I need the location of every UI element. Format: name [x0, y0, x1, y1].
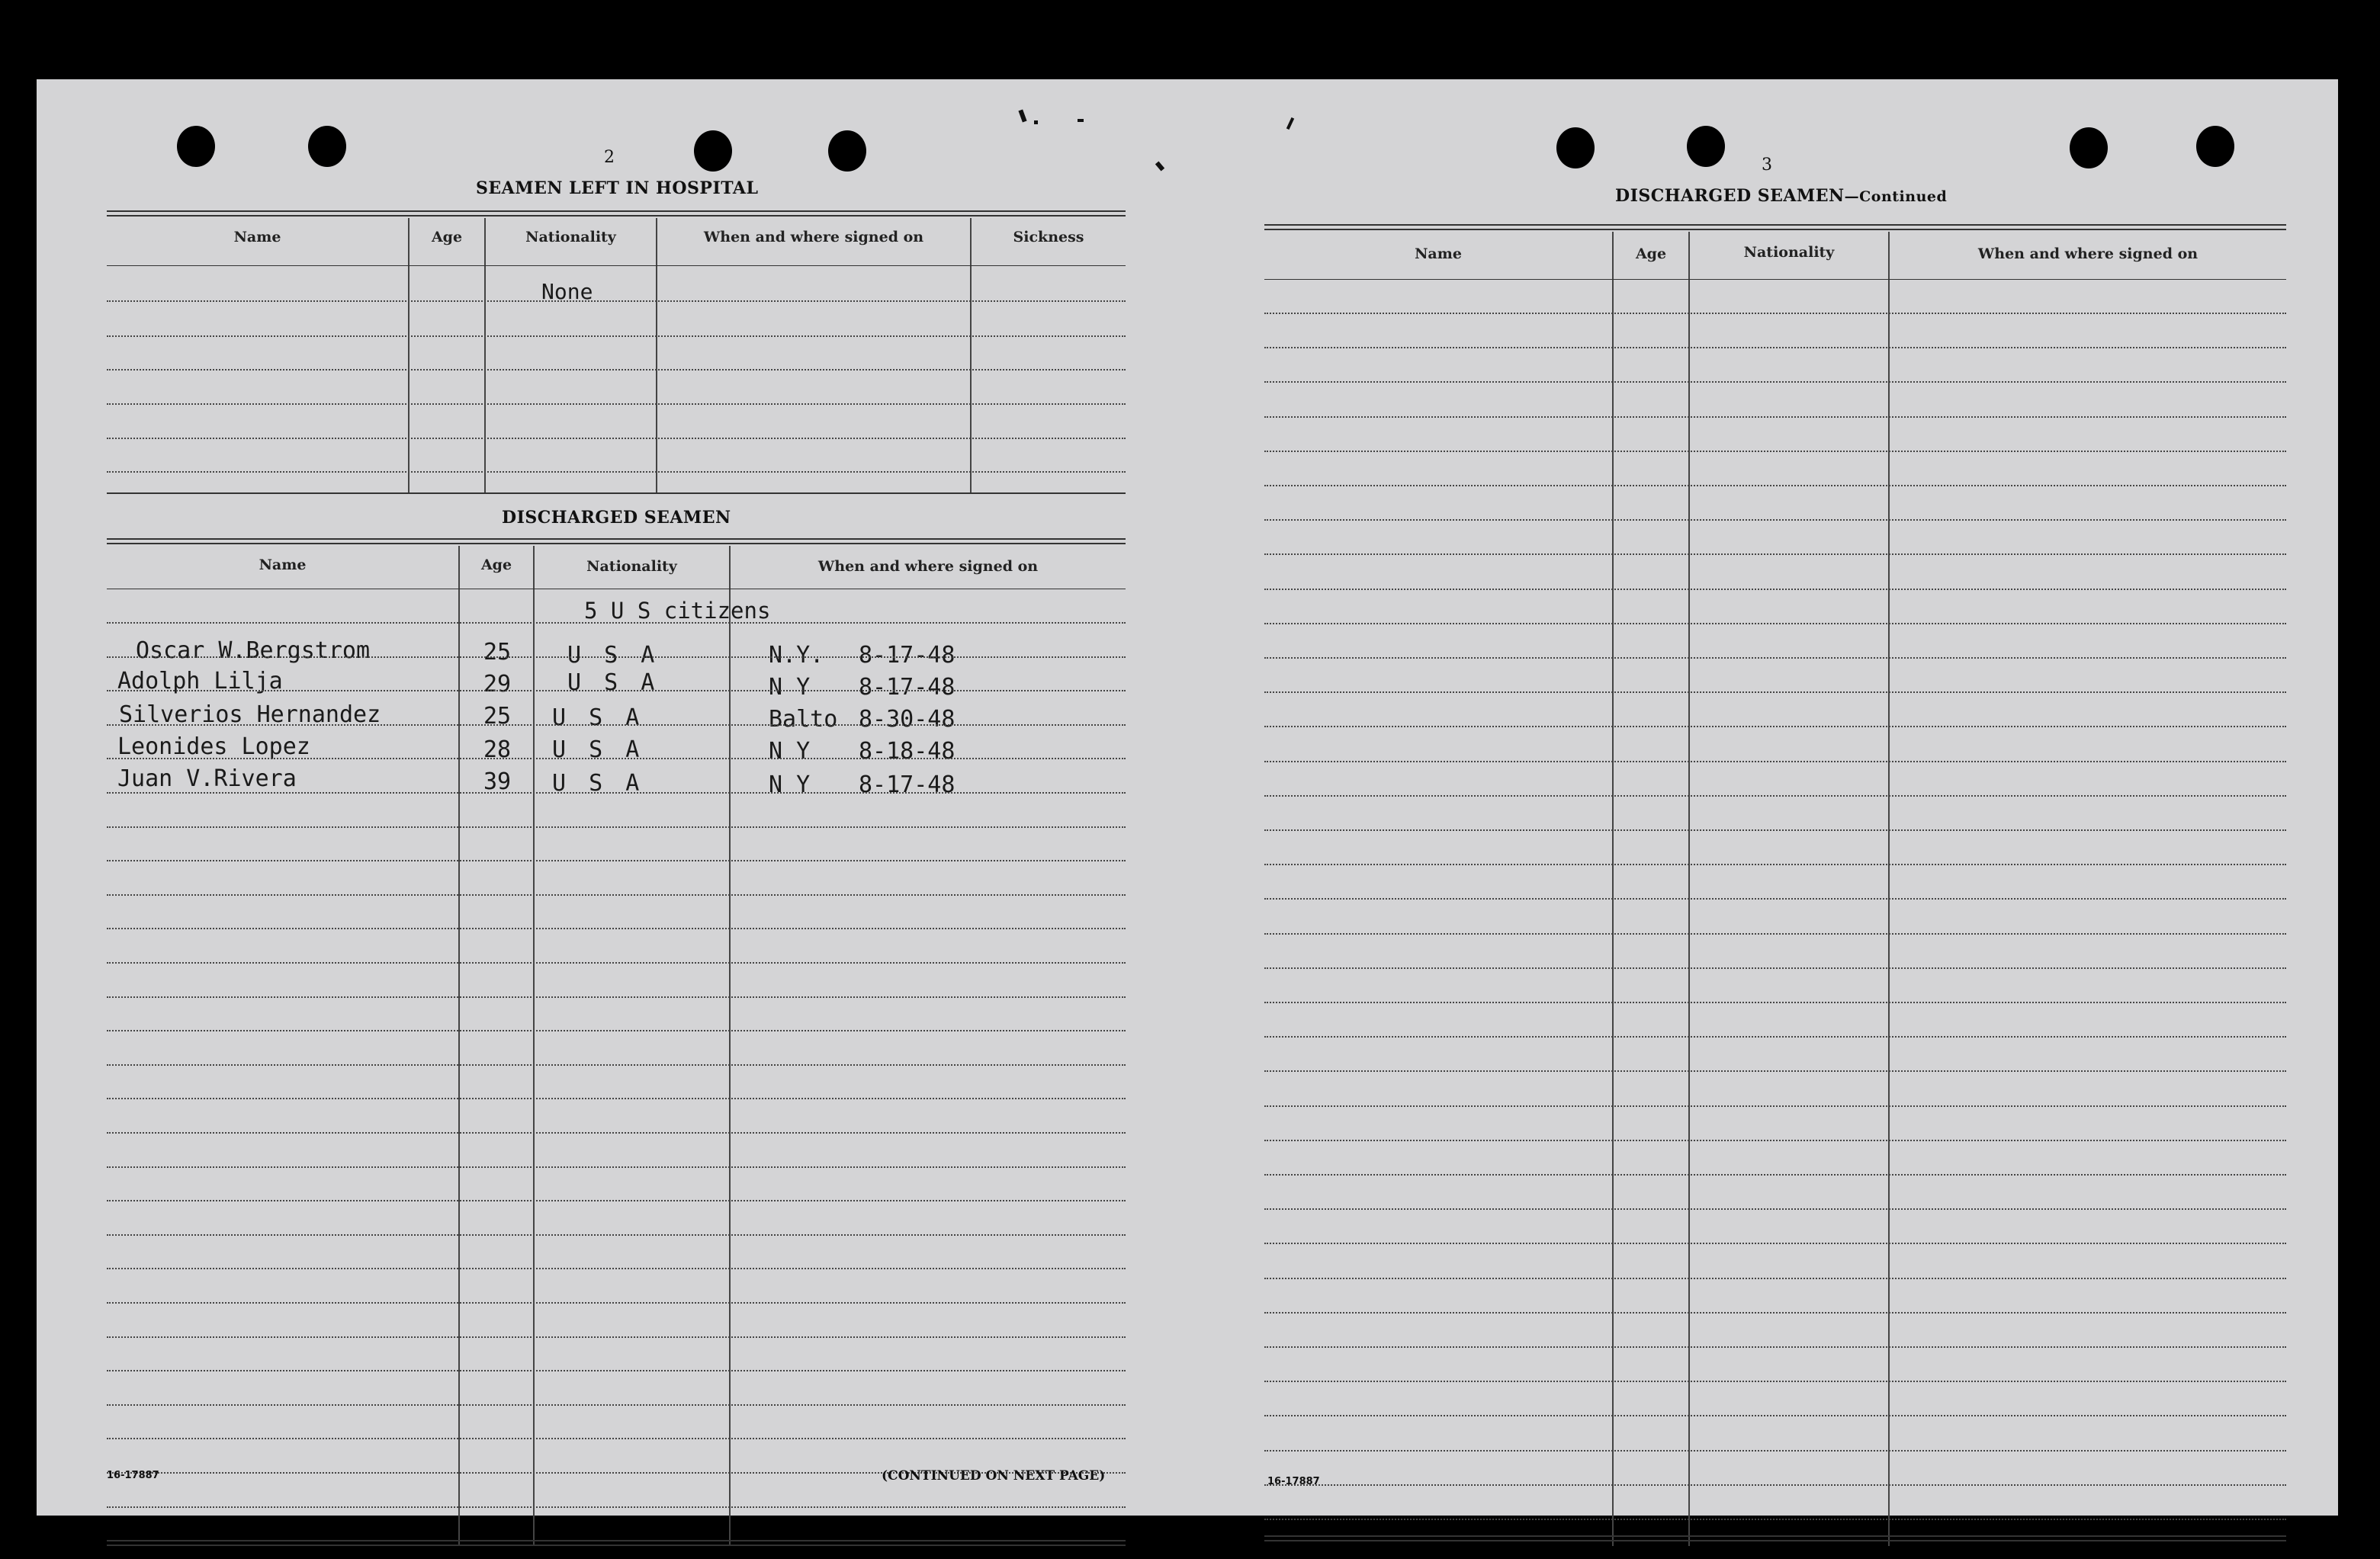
punch-hole-icon	[2070, 127, 2108, 168]
signed-date: 8-18-48	[859, 738, 956, 765]
table-row-line	[1264, 898, 2286, 900]
table-row-line	[107, 656, 1126, 658]
table-row-line	[107, 860, 1126, 861]
table-row-line	[1264, 1243, 2286, 1244]
table-row-line	[107, 1438, 1126, 1439]
column-divider	[408, 218, 410, 492]
page-number-right: 3	[1762, 156, 1772, 175]
signed-place: N Y	[769, 738, 811, 765]
hospital-col-nationality: Nationality	[525, 229, 616, 245]
table-row-line	[1264, 1002, 2286, 1003]
discharged-section-title: DISCHARGED SEAMEN	[502, 508, 731, 528]
discharged-col-signed-on: When and where signed on	[817, 558, 1039, 575]
ink-mark-icon	[1034, 120, 1038, 124]
seaman-age: 25	[483, 639, 512, 666]
signed-date: 8-17-48	[859, 674, 956, 701]
table-rule	[107, 1545, 1126, 1546]
page-number-left: 2	[604, 148, 615, 167]
signed-date: 8-17-48	[859, 771, 956, 798]
seaman-nationality: U S A	[552, 770, 644, 797]
table-row-line	[107, 622, 1126, 624]
table-row-line	[1264, 1278, 2286, 1279]
signed-date: 8-30-48	[859, 706, 956, 733]
title-main: DISCHARGED SEAMEN	[1615, 186, 1845, 206]
column-divider	[970, 218, 972, 492]
table-rule	[107, 543, 1126, 544]
table-row-line	[107, 369, 1126, 371]
right-col-name: Name	[1415, 245, 1462, 262]
table-rule	[107, 265, 1126, 266]
seaman-name: Leonides Lopez	[117, 733, 310, 760]
table-row-line	[107, 1302, 1126, 1304]
ink-mark-icon	[1286, 117, 1294, 130]
table-rule	[1264, 1540, 2286, 1541]
table-row-line	[1264, 1036, 2286, 1038]
table-row-line	[107, 1098, 1126, 1099]
continued-footer: (CONTINUED ON NEXT PAGE)	[882, 1468, 1106, 1484]
table-row-line	[1264, 347, 2286, 348]
seaman-nationality: U S A	[567, 669, 660, 696]
seaman-nationality: U S A	[552, 736, 644, 763]
signed-place: N Y	[769, 771, 811, 798]
punch-hole-icon	[1556, 127, 1595, 168]
table-row-line	[107, 1404, 1126, 1406]
table-row-line	[1264, 1346, 2286, 1348]
seaman-name: Juan V.Rivera	[117, 765, 297, 792]
seaman-nationality: U S A	[567, 642, 660, 669]
table-row-line	[1264, 1450, 2286, 1452]
table-row-line	[107, 724, 1126, 726]
table-row-line	[1264, 795, 2286, 797]
table-row-line	[1264, 623, 2286, 624]
punch-hole-icon	[2196, 126, 2234, 167]
table-rule	[1264, 1535, 2286, 1537]
table-row-line	[107, 758, 1126, 759]
table-row-line	[107, 438, 1126, 439]
table-row-line	[1264, 1070, 2286, 1072]
table-rule	[107, 215, 1126, 217]
ink-mark-icon	[1078, 119, 1084, 122]
table-row-line	[107, 928, 1126, 929]
table-row-line	[1264, 657, 2286, 659]
hospital-col-name: Name	[233, 229, 281, 245]
table-row-line	[107, 1370, 1126, 1371]
table-row-line	[1264, 967, 2286, 969]
table-row-line	[1264, 1381, 2286, 1382]
table-row-line	[107, 1166, 1126, 1168]
table-row-line	[107, 471, 1126, 473]
hospital-col-age: Age	[431, 229, 463, 245]
column-divider	[729, 546, 731, 1546]
seaman-age: 29	[483, 671, 512, 698]
right-col-signed-on: When and where signed on	[1977, 245, 2199, 262]
seaman-age: 39	[483, 768, 512, 795]
table-row-line	[107, 690, 1126, 691]
punch-hole-icon	[1687, 126, 1725, 167]
discharged-continued-title	[1615, 186, 1947, 206]
table-row-line	[107, 403, 1126, 405]
table-row-line	[107, 335, 1126, 337]
punch-hole-icon	[308, 126, 346, 167]
table-row-line	[1264, 1105, 2286, 1107]
column-divider	[656, 218, 657, 492]
table-row-line	[107, 1064, 1126, 1066]
column-divider	[533, 546, 535, 1546]
punch-hole-icon	[828, 130, 866, 172]
seaman-age: 25	[483, 703, 512, 730]
table-row-line	[1264, 726, 2286, 727]
seaman-name: Adolph Lilja	[117, 668, 283, 694]
table-row-line	[107, 1506, 1126, 1508]
table-row-line	[1264, 451, 2286, 452]
signed-place: N Y	[769, 674, 811, 701]
table-row-line	[107, 1030, 1126, 1031]
hospital-col-signed-on: When and where signed on	[703, 229, 924, 245]
table-row-line	[1264, 416, 2286, 418]
signed-place: Balto	[769, 706, 838, 733]
table-rule	[107, 210, 1126, 212]
table-row-line	[1264, 1174, 2286, 1176]
table-row-line	[1264, 381, 2286, 383]
ink-mark-icon	[1018, 109, 1026, 122]
table-row-line	[107, 894, 1126, 896]
right-col-age: Age	[1635, 245, 1667, 262]
column-divider	[458, 546, 460, 1546]
table-rule	[1264, 279, 2286, 280]
table-row-line	[107, 1234, 1126, 1236]
ink-mark-icon	[1155, 161, 1164, 171]
table-row-line	[107, 1336, 1126, 1338]
column-divider	[1888, 232, 1890, 1546]
table-row-line	[1264, 864, 2286, 865]
hospital-entry: None	[541, 279, 593, 304]
ledger-sheet	[37, 79, 2338, 1516]
column-divider	[1612, 232, 1614, 1546]
table-row-line	[1264, 829, 2286, 831]
signed-date: 8-17-48	[859, 642, 956, 669]
hospital-section-title: SEAMEN LEFT IN HOSPITAL	[476, 178, 759, 198]
discharged-col-nationality: Nationality	[586, 558, 677, 575]
hospital-col-sickness: Sickness	[1013, 229, 1084, 245]
table-row-line	[107, 996, 1126, 998]
table-row-line	[1264, 313, 2286, 314]
table-rule	[1264, 224, 2286, 226]
signed-place: N.Y.	[769, 642, 824, 669]
table-row-line	[107, 1200, 1126, 1201]
table-row-line	[107, 1132, 1126, 1134]
table-row-line	[1264, 485, 2286, 486]
seaman-name: Oscar W.Bergstrom	[136, 637, 371, 664]
title-suffix: —Continued	[1844, 188, 1948, 205]
table-row-line	[107, 962, 1126, 964]
table-row-line	[1264, 1140, 2286, 1141]
seaman-age: 28	[483, 736, 512, 763]
column-divider	[484, 218, 486, 492]
table-row-line	[1264, 1208, 2286, 1210]
table-row-line	[1264, 691, 2286, 693]
table-row-line	[1264, 1312, 2286, 1314]
table-row-line	[1264, 1484, 2286, 1486]
table-row-line	[1264, 553, 2286, 555]
column-divider	[1688, 232, 1690, 1546]
table-row-line	[1264, 933, 2286, 935]
table-row-line	[107, 826, 1126, 828]
punch-hole-icon	[177, 126, 215, 167]
form-number-right: 16-17887	[1267, 1476, 1320, 1487]
discharged-col-name: Name	[259, 557, 307, 573]
right-col-nationality: Nationality	[1743, 244, 1835, 261]
form-number-left: 16-17887	[107, 1470, 159, 1481]
table-rule	[107, 1540, 1126, 1541]
discharged-col-age: Age	[480, 557, 512, 573]
table-row-line	[1264, 1415, 2286, 1416]
table-rule	[1264, 229, 2286, 230]
seaman-name: Silverios Hernandez	[119, 701, 381, 728]
table-row-line	[1264, 761, 2286, 762]
table-row-line	[107, 300, 1126, 302]
table-row-line	[1264, 519, 2286, 521]
table-row-line	[1264, 589, 2286, 590]
table-row-line	[107, 1268, 1126, 1269]
seaman-nationality: U S A	[552, 704, 644, 731]
table-rule	[107, 492, 1126, 494]
table-row-line	[1264, 1519, 2286, 1520]
table-row-line	[107, 792, 1126, 794]
table-rule	[107, 538, 1126, 540]
citizens-note: 5 U S citizens	[584, 598, 771, 624]
punch-hole-icon	[694, 130, 732, 172]
